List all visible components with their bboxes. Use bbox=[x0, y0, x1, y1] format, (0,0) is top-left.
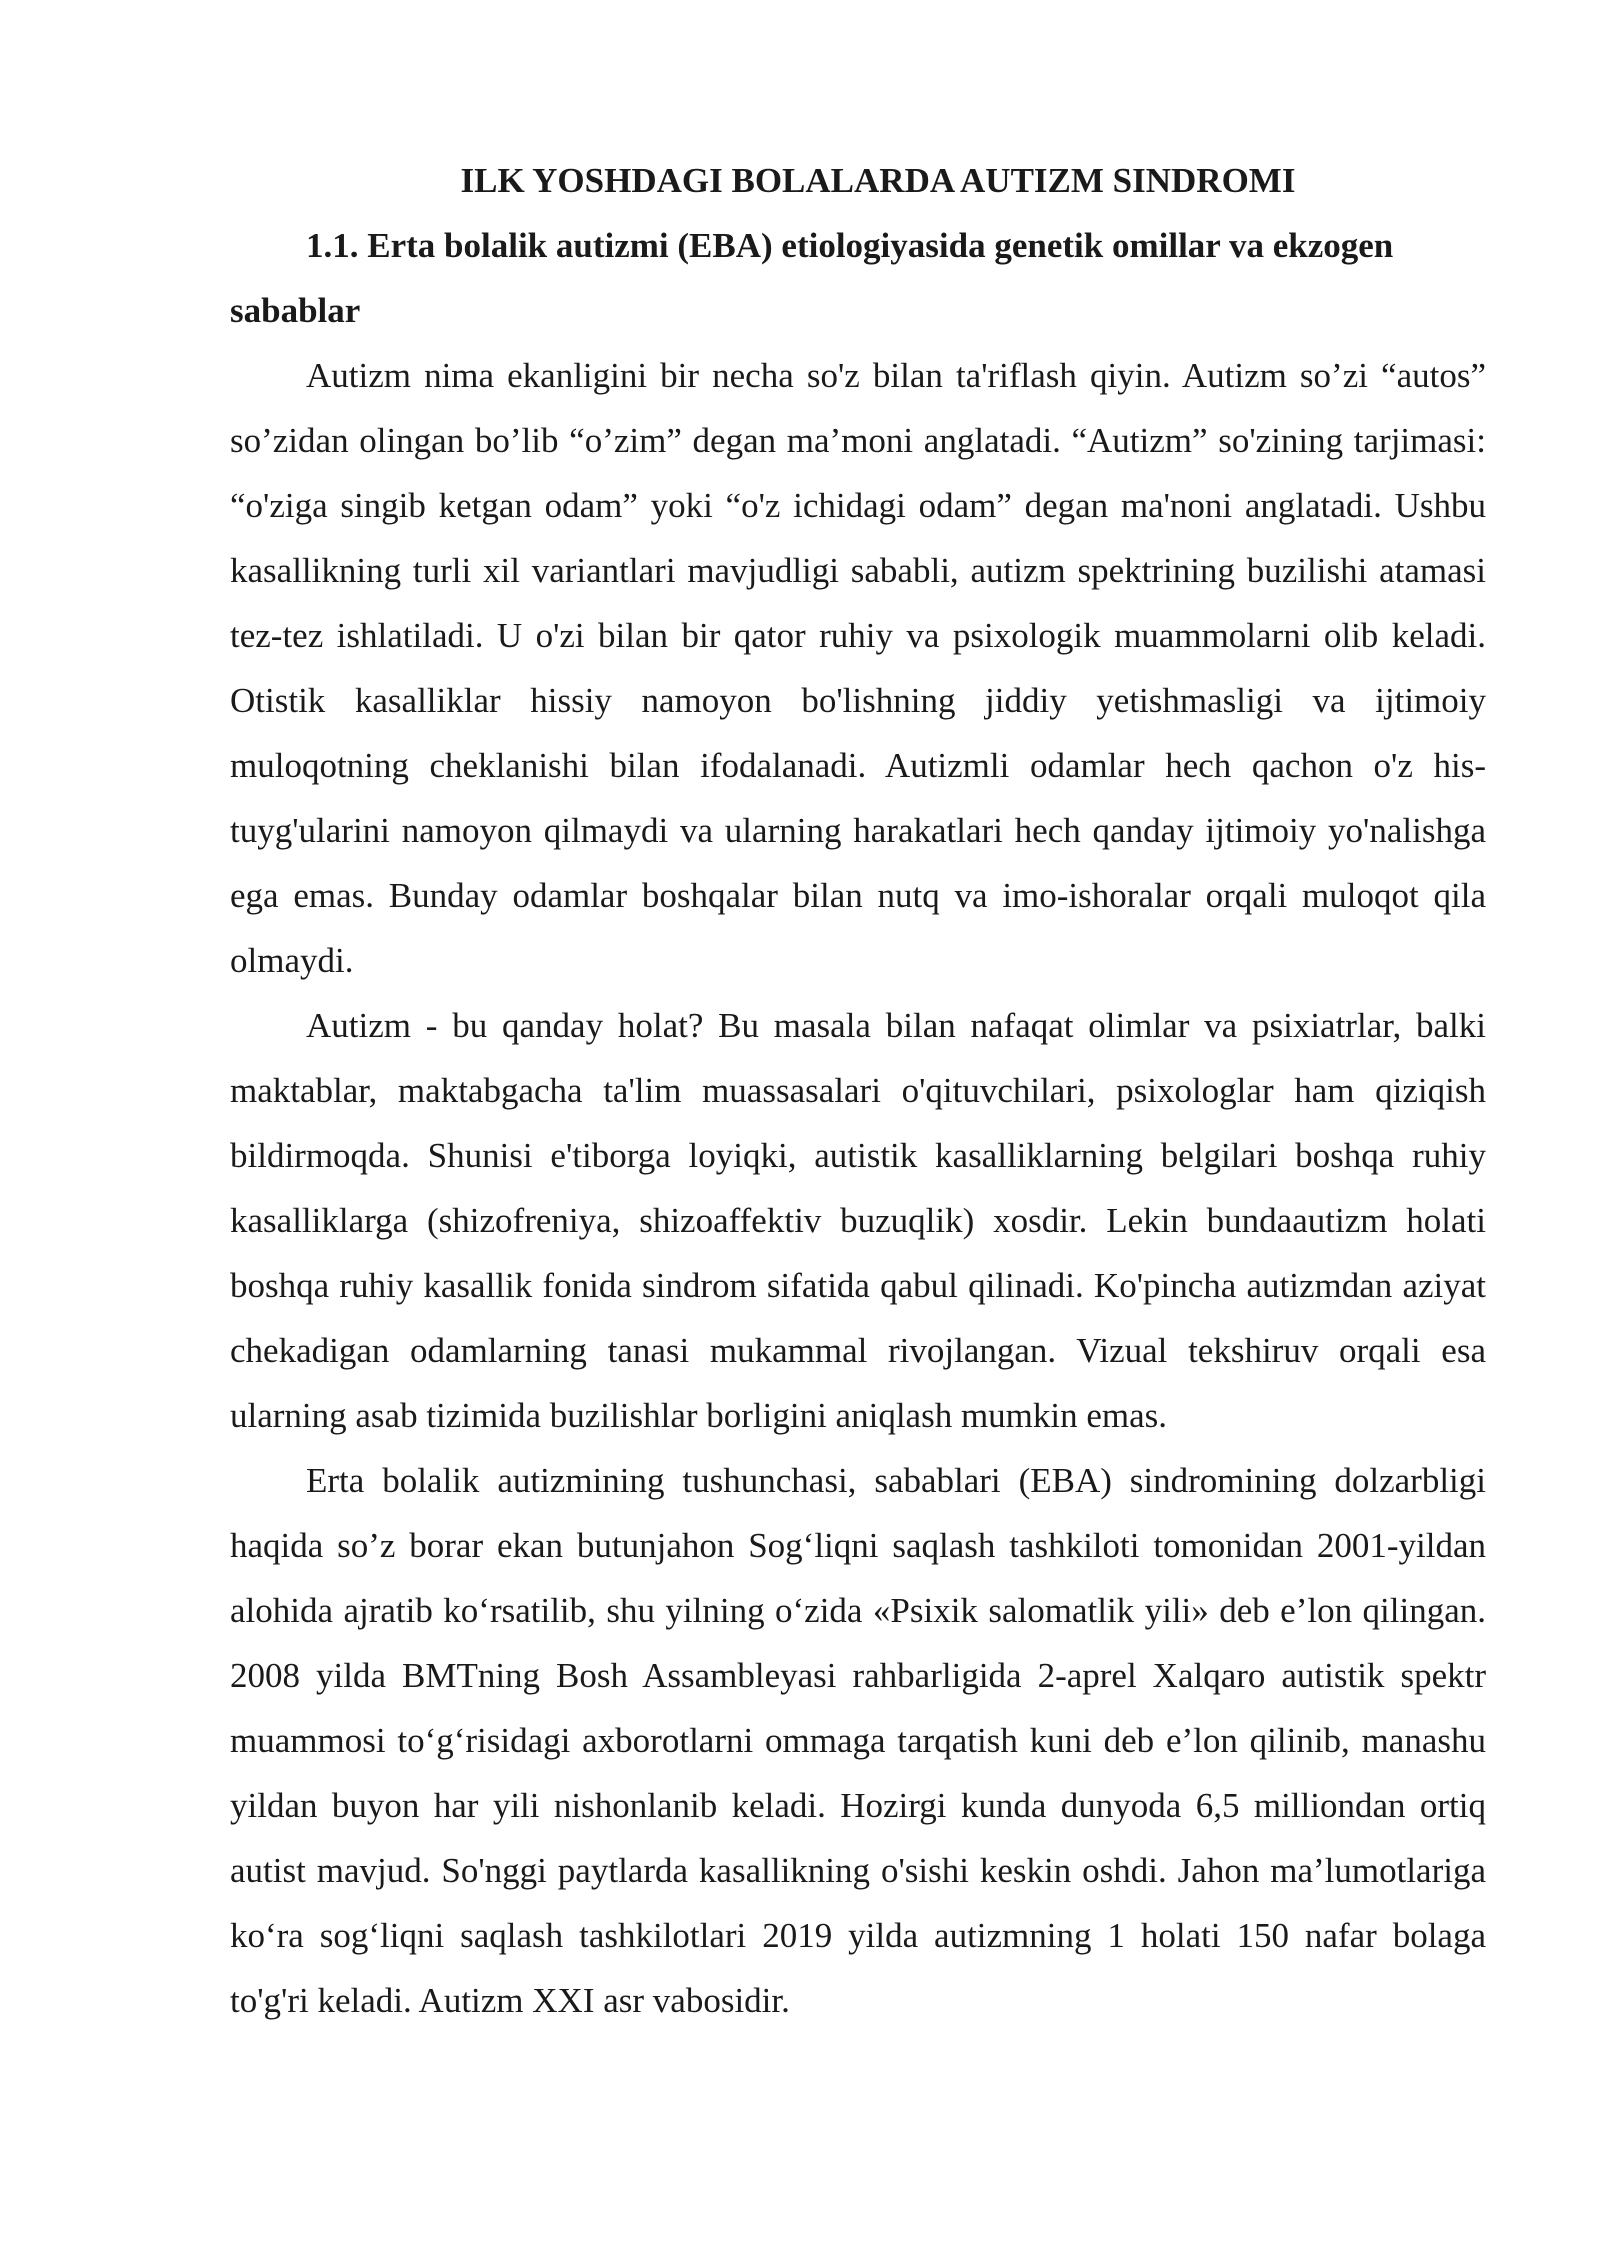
section-heading: 1.1. Erta bolalik autizmi (EBA) etiologiyasida genetik omillar va ekzogen sabablar bbox=[230, 226, 1394, 330]
paragraph-2: Autizm - bu qanday holat? Bu masala bilan nafaqat olimlar va psixiatrlar, balki maktablar, maktabgacha ta'lim muassasalari o'qituvchilari, psixologlar ham qiziqish bildirmoqda. Shunisi e'tiborga loyiqki, autistik kasalliklarning belgilari boshqa ruhiy kasalliklarga (shizofreniya, shizoaffektiv buzuqlik) xosdir. Lekin bundaautizm holati boshqa ruhiy kasallik fonida sindrom sifatida qabul qilinadi. Ko'pincha autizmdan aziyat chekadigan odamlarning tanasi mukammal rivojlangan. Vizual tekshiruv orqali esa ularning asab tizimida buzilishlar borligini aniqlash mumkin emas. bbox=[230, 1006, 1486, 1435]
document-page bbox=[230, 148, 1486, 2033]
paragraph-3: Erta bolalik autizmining tushunchasi, sabablari (EBA) sindromining dolzarbligi haqida so’z borar ekan butunjahon Sog‘liqni saqlash tashkiloti tomonidan 2001-yildan alohida ajratib ko‘rsatilib, shu yilning o‘zida «Psixik salomatlik yili» deb e’lon qilingan. 2008 yilda BMTning Bosh Assambleyasi rahbarligida 2-aprel Xalqaro autistik spektr muammosi to‘g‘risidagi axborotlarni ommaga tarqatish kuni deb e’lon qilinib, manashu yildan buyon har yili nishonlanib keladi. Hozirgi kunda dunyoda 6,5 milliondan ortiq autist mavjud. So'nggi paytlarda kasallikning o'sishi keskin oshdi. Jahon ma’lumotlariga ko‘ra sog‘liqni saqlash tashkilotlari 2019 yilda autizmning 1 holati 150 nafar bolaga to'g'ri keladi. Autizm XXI asr vabosidir. bbox=[230, 1461, 1486, 2020]
document-title: ILK YOSHDAGI BOLALARDA AUTIZM SINDROMI bbox=[460, 161, 1296, 200]
paragraph-1: Autizm nima ekanligini bir necha so'z bilan ta'riflash qiyin. Autizm so’zi “autos” so’zidan olingan bo’lib “o’zim” degan ma’moni anglatadi. “Autizm” so'zining tarjimasi: “o'ziga singib ketgan odam” yoki “o'z ichidagi odam” degan ma'noni anglatadi. Ushbu kasallikning turli xil variantlari mavjudligi sababli, autizm spektrining buzilishi atamasi tez-tez ishlatiladi. U o'zi bilan bir qator ruhiy va psixologik muammolarni olib keladi. Otistik kasalliklar hissiy namoyon bo'lishning jiddiy yetishmasligi va ijtimoiy muloqotning cheklanishi bilan ifodalanadi. Autizmli odamlar hech qachon o'z his-tuyg'ularini namoyon qilmaydi va ularning harakatlari hech qanday ijtimoiy yo'nalishga ega emas. Bunday odamlar boshqalar bilan nutq va imo-ishoralar orqali muloqot qila olmaydi. bbox=[230, 356, 1486, 980]
